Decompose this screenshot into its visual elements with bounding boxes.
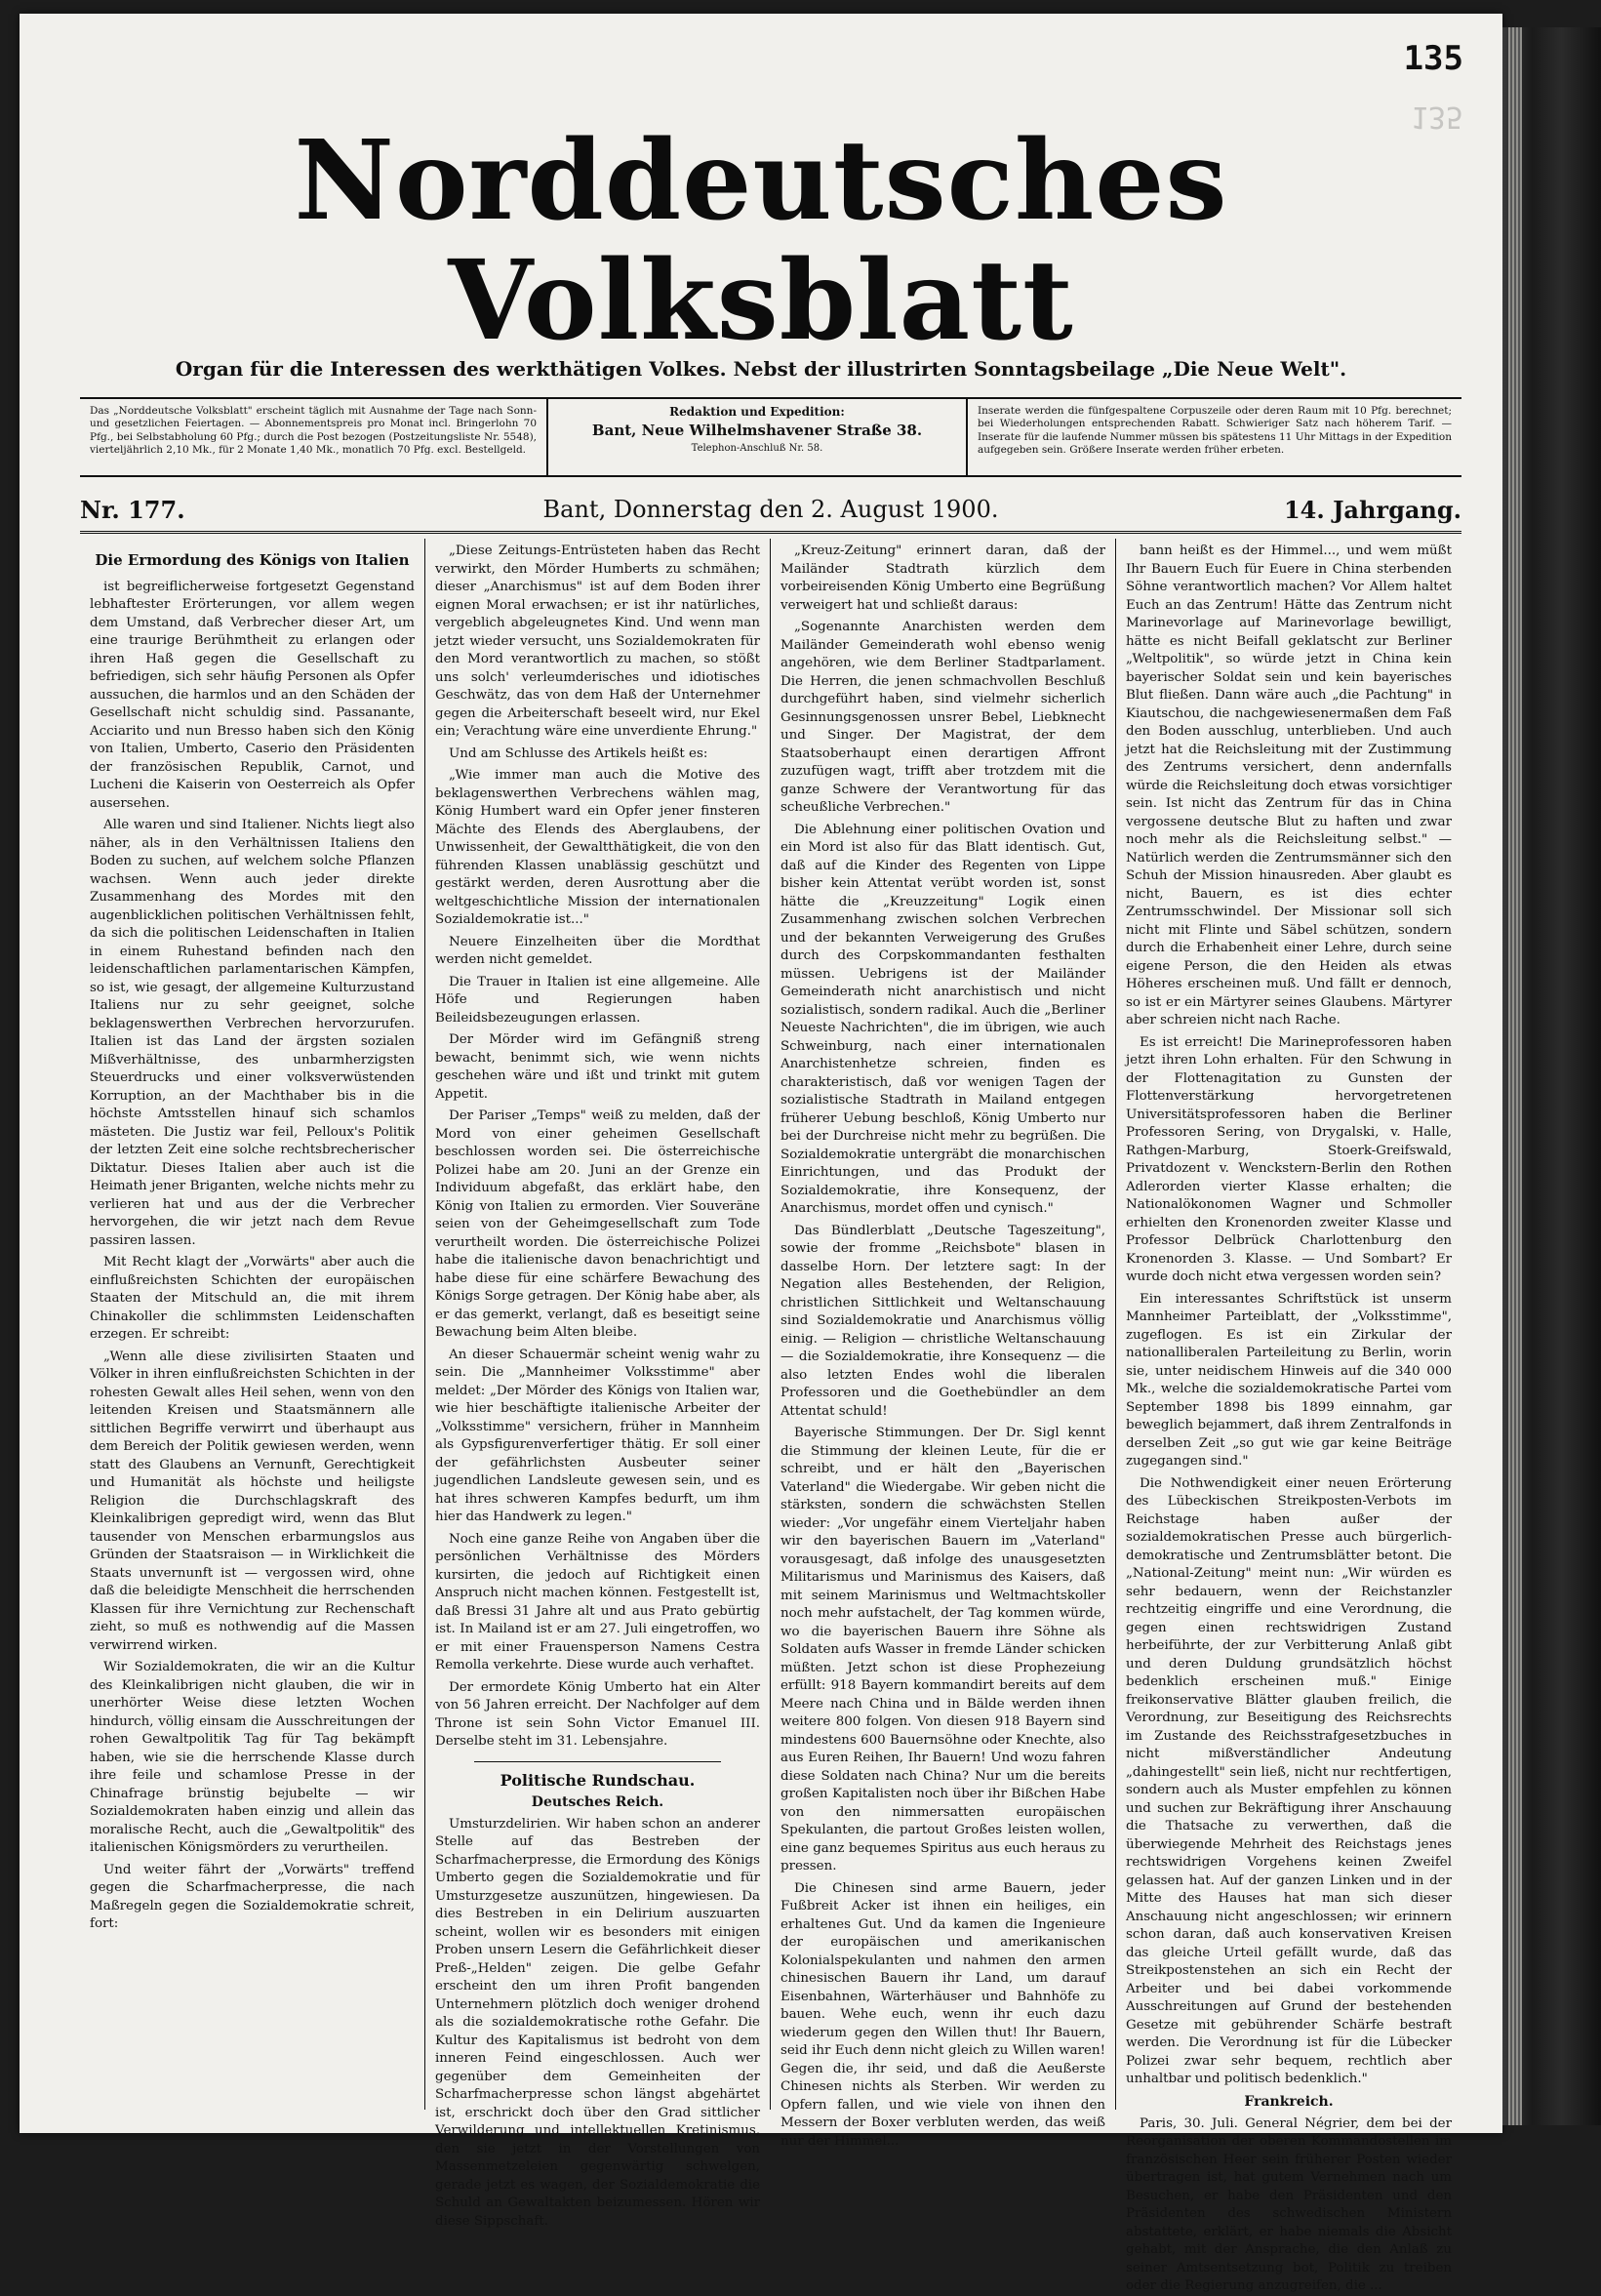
article-paragraph: Ein interessantes Schriftstück ist unserm Mannheimer Parteiblatt, der „Volksstimme", zugeflogen. Es ist ein Zirkular der nationalliberalen Parteileitung zu Berlin, worin sie, unter neidischem Hinweis auf die 340 000 Mk., welche die sozialdemokratische Partei vom September 1898 bis 1899 einnahm, gar beweglich bejammert, daß ihrem Zentralfonds in derselben Zeit „so gut wie gar keine Beiträge zugegangen sind." [1126,1291,1452,1469]
article-paragraph: „Diese Zeitungs-Entrüsteten haben das Recht verwirkt, den Mörder Humberts zu schmähen; dieser „Anarchismus" ist auf dem Boden ihrer eignen Moral erwachsen; er ist ihr natürliches, vergeblich abgeleugnetes Kind. Und wenn man jetzt wieder versucht, uns Sozialdemokraten für den Mord verantwortlich zu machen, so stößt uns solch' verleumderisches und idiotisches Geschwätz, das von dem Haß der Unternehmer gegen die Arbeiterschaft beseelt wird, nur Ekel ein; Verachtung wäre eine unverdiente Ehrung." [435,544,760,739]
editorial-label: Redaktion und Expedition: [669,405,845,419]
newspaper-page [20,14,1502,2294]
subsection-heading: Deutsches Reich. [531,1793,664,1810]
article-paragraph: Die Trauer in Italien ist eine allgemeine. Alle Höfe und Regierungen haben Beileidsbezeugungen erlassen. [435,974,760,1026]
section-heading: Politische Rundschau. [500,1770,696,1790]
article-paragraph: Paris, 30. Juli. General Négrier, dem bei der Reorganisation der oberen Kommandostellen im französischen Heer sein früherer Posten wieder übertragen ist, hat gutem Vernehmen nach um Besuchen, er habe den Präsidenten und den Präsidenten des schwedischen Ministern abstattete, erklärt, er habe niemals die Absicht gehabt, mit der Ansprache, die den Anlaß zu seiner Amtsentsetzung bot, Politik zu treiben oder die Regierung anzugreifen, die ... [1126,2115,1452,2294]
article-paragraph: bann heißt es der Himmel..., und wem müßt Ihr Bauern Euch für Euere in China sterbenden Söhne verantwortlich machen? Vor Allem haltet Euch an das Zentrum! Hätte das Zentrum nicht Marinevorlage auf Marinevorlage bewilligt, hätte es nicht Beifall geklatscht zur Berliner „Weltpolitik", so würde jetzt in China kein bayerischer Soldat sein und kein bayerisches Blut fließen. Dann wäre auch „die Pachtung" in Kiautschou, die nachgewiesenermaßen dem Faß den Boden ausschlug, unterblieben. Und auch jetzt hat die Reichsleitung mit der Zustimmung des Zentrums versichert, denn andernfalls würde die Reichsleitung doch etwas vorsichtiger sein. Ist nicht das Zentrum für das in China vergossene deutsche Blut zu haften und zwar noch mehr als die Reichsleitung selbst." — Natürlich werden die Zentrumsmänner sich den Schuh der Mission hinausreden. Aber glaubt es nicht, Bauern, es ist dies echter Zentrumsschwindel. Der Missionar soll sich nicht mit Flinte und Säbel schützen, sondern durch die Erhabenheit einer Lehre, durch seine eigene Person, die den Heiden als etwas Höheres erscheinen muß. Und fällt er dennoch, so ist er ein Märtyrer seines Glaubens. Märtyrer aber schreien nicht nach Rache. [1126,544,1452,1027]
volume-year: 14. Jahrgang. [1283,495,1461,524]
section-heading: Frankreich. [1244,2093,1334,2110]
article-paragraph: Mit Recht klagt der „Vorwärts" aber auch die einflußreichsten Schichten der europäischen Staaten der Mitschuld an, die mit ihrem Chinakoller die schlimmsten Leidenschaften erzegen. Er schreibt: [90,1255,415,1343]
article-paragraph: Und am Schlusse des Artikels heißt es: [449,745,708,761]
page-number-bleed-through: 135 [1410,100,1463,134]
editorial-phone: Telephon-Anschluß Nr. 58. [691,442,823,454]
section-divider [474,1761,721,1762]
editorial-address [548,399,968,475]
article-paragraph: „Sogenannte Anarchisten werden dem Mailänder Gemeinderath wohl ebenso wenig angehören, wie dem Berliner Stadtparlament. Die Herren, die jenen schmachvollen Beschluß durchgeführt haben, sind vielmehr sicherlich Gesinnungsgenossen unsrer Bebel, Liebknecht und Singer. Der Magistrat, der dem Staatsoberhaupt einen derartigen Affront zuzufügen wagt, trifft aber trotzdem mit die ganze Schwere der Verantwortung für das scheußliche Verbrechen." [780,620,1105,815]
subscription-info: Das „Norddeutsche Volksblatt" erscheint täglich mit Ausnahme der Tage nach Sonn- und gesetzlichen Feiertagen. — Abonnementspreis pro Monat incl. Bringerlohn 70 Pfg., bei Selbstabholung 60 Pfg.; durch die Post bezogen (Postzeitungsliste Nr. 5548), vierteljährlich 2,10 Mk., für 2 Monate 1,40 Mk., monatlich 70 Pfg. excl. Bestellgeld. [80,399,548,475]
info-bar [80,397,1461,477]
article-paragraph: Neuere Einzelheiten über die Mordthat werden nicht gemeldet. [435,934,760,967]
article-paragraph: Umsturzdelirien. Wir haben schon an anderer Stelle auf das Bestreben der Scharfmacherpresse, die Ermordung des Königs Umberto gegen die Sozialdemokratie und für Umsturzgesetze auszunützen, hingewiesen. Da dies Bestreben in ein Delirium auszuarten scheint, wollen wir es besonders mit einigen Proben unsern Lesern die Gefährlichkeit dieser Preß-„Helden" zeigen. Die gelbe Gefahr erscheint den um ihren Profit bangenden Unternehmern plötzlich doch weniger drohend als die sozialdemokratische rothe Gefahr. Die Kultur des Kapitalismus ist bedroht von dem inneren Feind eingeschlossen. Auch wer gegenüber dem Gemeinheiten der Scharfmacherpresse schon längst abgehärtet ist, erschrickt doch über den Grad sittlicher Verwilderung und intellektuellen Kretinismus, den sie jetzt in der Vorstellungen von Massenmetzeleien gegenwärtig schwelgen, gerade jetzt es wagen, der Sozialdemokratie die Schuld an Gewaltakten beizumessen. Hören wir diese Sippschaft. [435,1816,760,2229]
masthead-tagline: Organ für die Interessen des werkthätigen Volkes. Nebst der illustrirten Sonntagsbeilage „Die Neue Welt". [175,357,1347,381]
masthead-title: Norddeutsches Volksblatt [294,117,1228,366]
article-paragraph: Es ist erreicht! Die Marineprofessoren haben jetzt ihren Lohn erhalten. Für den Schwung in der Flottenagitation zu Gunsten der Flottenverstärkung hervorgetretenen Universitätsprofessoren haben die Berliner Professoren Sering, von Drygalski, v. Halle, Rathgen-Marburg, Stoerk-Greifswald, Privatdozent v. Wenckstern-Berlin den Rothen Adlerorden vierter Klasse erhalten; die Nationalökonomen Wagner und Schmoller erhielten den Kronenorden zweiter Klasse und Professor Delbrück Charlottenburg den Kronenorden 3. Klasse. — Und Sombart? Er wurde doch nicht etwa vergessen worden sein? [1126,1034,1452,1284]
editorial-street: Bant, Neue Wilhelmshavener Straße 38. [591,422,923,440]
article-paragraph: Bayerische Stimmungen. Der Dr. Sigl kennt die Stimmung der kleinen Leute, für die er schreibt, und er hält den „Bayerischen Vaterland" die Wiedergabe. Wir geben nicht die stärksten, sondern die schwächsten Stellen wieder: „Vor ungefähr einem Vierteljahr haben wir den bayerischen Bauern im „Vaterland" vorausgesagt, daß infolge des unausgesetzten Militarismus und Marinismus des Kaisers, daß mit seinem Marinismus und Weltmachtskoller noch mehr aufstachelt, der Tag kommen würde, wo die bayerischen Bauern ihre Söhne als Soldaten aufs Wasser in fremde Länder schicken müßten. Jetzt schon ist diese Prophezeiung erfüllt: 918 Bayern kommandirt bereits auf dem Meere nach China und in Bälde werden ihnen weitere 800 folgen. Von diesen 918 Bayern sind mindestens 600 Bauernsöhne oder Knechte, also aus Euren Reihen, Ihr Bauern! Und wozu fahren diese Soldaten nach China? Nur um die bereits großen Kapitalisten noch über ihr Bißchen Habe von den nimmersatten europäischen Spekulanten, die partout Großes leisten wollen, eine ganz bequemes Spiritus aus euch heraus zu pressen. [780,1426,1105,1873]
article-paragraph: Alle waren und sind Italiener. Nichts liegt also näher, als in den Verhältnissen Italiens den Boden zu suchen, auf welchem solche Pflanzen wachsen. Wenn auch jeder direkte Zusammenhang des Mordes mit den augenblicklichen politischen Verhältnissen fehlt, da sich die politischen Leidenschaften in Italien in einem Ruhestand befinden nach den leidenschaftlichen parlamentarischen Kämpfen, so ist, wie gesagt, der allgemeine Kulturzustand Italiens nur zu sehr geeignet, solche beklagenswerthen Verbrechen hervorzurufen. Italien ist das Land der ärgsten sozialen Mißverhältnisse, des unbarmherzigsten Steuerdrucks und einer volksverwüstenden Korruption, an der Machthaber bis in die höchste Amtsstellen hinauf sich schamlos mästeten. Die Justiz war feil, Pelloux's Politik der letzten Zeit eine solche rechtsbrecherischer Diktatur. Dieses Italien aber auch ist die Heimath jener Briganten, welche nichts mehr zu verlieren hat und aus der die Verbrecher hervorgehen, die wir jetzt nach dem Revue passiren lassen. [90,818,415,1248]
article-paragraph: Die Ablehnung einer politischen Ovation und ein Mord ist also für das Blatt identisch. Gut, daß auf die Kinder des Regenten von Lippe bisher kein Attentat verübt worden ist, sonst hätte die „Kreuzzeitung" Logik einen Zusammenhang zwischen solchen Verbrechen und der bekannten Verweigerung des Grußes durch des Corpskommandanten festhalten müssen. Uebrigens ist der Mailänder Gemeinderath nicht anarchistisch und nicht sozialistisch, sondern radikal. Auch die „Berliner Neueste Nachrichten", die im übrigen, wie auch Schweinburg, nach einer internationalen Anarchistenhetze schreien, finden es charakteristisch, daß vor wenigen Tagen der sozialistische Stadtrath in Mailand entgegen früherer Uebung beschloß, König Umberto nur bei der Durchreise nicht mehr zu begrüßen. Die Sozialdemokratie untergräbt die monarchischen Einrichtungen, und das Produkt der Sozialdemokratie, ihre Konsequenz, der Anarchismus, mordet offen und cynisch." [780,822,1105,1216]
column-3 [771,539,1116,2149]
article-columns [80,539,1461,2294]
column-4 [1116,539,1461,2294]
article-paragraph: „Wenn alle diese zivilisirten Staaten und Völker in ihren einflußreichsten Schichten in der rohesten Gewalt alles Heil sehen, wenn von den leitenden Kreisen und Staatsmännern alle sittlichen Begriffe verwirrt und überhaupt aus dem Bereich der Politik gewiesen werden, wenn statt des Glaubens an Vernunft, Gerechtigkeit und Humanität als höchste und heiligste Religion die Durchschlagskraft des Kleinkalibrigen gepredigt wird, wenn das Blut tausender von Menschen erbarmungslos aus Gründen der Staatsraison — in Wirklichkeit die Staats unvernunft ist — vergossen wird, ohne daß die beleidigte Menschheit die herrschenden Klassen für ihre Vernichtung zur Rechenschaft zieht, so muß es nothwendig auf die Massen verwirrend wirken. [90,1349,415,1653]
page-number: 135 [1403,39,1463,78]
article-paragraph: Wir Sozialdemokraten, die wir an die Kultur des Kleinkalibrigen nicht glauben, die wir in unerhörter Weise diese letzten Wochen hindurch, völlig einsam die Ausschreitungen der rohen Gewaltpolitik Tag für Tag bekämpft haben, wie sie die herrschende Klasse durch ihre feile und schamlose Presse in der Chinafrage brünstig bejubelte — wir Sozialdemokraten haben einzig und allein das moralische Recht, auch die „Gewaltpolitik" des italienischen Königsmörders zu verurtheilen. [90,1660,415,1856]
article-paragraph: Der Pariser „Temps" weiß zu melden, daß der Mord von einer geheimen Gesellschaft beschlossen worden sei. Die österreichische Polizei habe am 20. Juni an der Grenze ein Individuum abgefaßt, das erklärt habe, den König von Italien zu ermorden. Vier Souveräne seien von der Geheimgesellschaft zum Tode verurtheilt worden. Die österreichische Polizei habe die italienische davon benachrichtigt und habe diese für eine schärfere Bewachung des Königs Sorge getragen. Der König habe aber, als er das gemerkt, verlangt, daß es beseitigt seine Bewachung beim Alten bleibe. [435,1108,760,1340]
article-headline: Die Ermordung des Königs von Italien [95,551,410,569]
article-paragraph: Noch eine ganze Reihe von Angaben über die persönlichen Verhältnisse des Mörders kursirten, die jedoch auf Richtigkeit einen Anspruch nicht machen können. Festgestellt ist, daß Bressi 31 Jahre alt und aus Prato gebürtig ist. In Mailand ist er am 27. Juli eingetroffen, wo er mit einer Frauensperson Namens Cestra Remolla verkehrte. Diese wurde auch verhaftet. [435,1531,760,1672]
book-binding-edge [1502,27,1601,2125]
article-paragraph: „Wie immer man auch die Motive des beklagenswerthen Verbrechens wählen mag, König Humbert ward ein Opfer jener finsteren Mächte des Elends des Aberglaubens, der Unwissenheit, der Gewaltthätigkeit, die von den führenden Klassen unablässig geschützt und gestärkt werden, deren Ausrottung aber die weltgeschichtliche Mission der internationalen Sozialdemokratie ist..." [435,768,760,927]
article-paragraph: „Kreuz-Zeitung" erinnert daran, daß der Mailänder Stadtrath kürzlich dem vorbeireisenden König Umberto eine Begrüßung verweigert hat und schließt daraus: [780,544,1105,613]
issue-number: Nr. 177. [80,495,185,524]
advertising-info: Inserate werden die fünfgespaltene Corpuszeile oder deren Raum mit 10 Pfg. berechnet; bei Wiederholungen entsprechenden Rabatt. Schwieriger Satz nach höherem Tarif. — Inserate für die laufende Nummer müssen bis spätestens 11 Uhr Mittags in der Expedition aufgegeben sein. Größere Inserate werden früher erbeten. [978,405,1452,457]
column-1 [80,539,425,2110]
dateline [80,488,1461,534]
column-2 [425,539,771,2229]
article-paragraph: An dieser Schauermär scheint wenig wahr zu sein. Die „Mannheimer Volksstimme" aber meldet: „Der Mörder des Königs von Italien war, wie hier beschäftigte italienische Arbeiter der „Volksstimme" versichern, früher in Mannheim als Gypsfigurenverfertiger thätig. Er soll einer der gefährlichsten Ausbeuter seiner jugendlichen Landsleute gewesen sein, und es hat ihres schweren Kampfes bedurft, um ihm hier das Handwerk zu legen." [435,1347,760,1524]
article-paragraph: Die Nothwendigkeit einer neuen Erörterung des Lübeckischen Streikposten-Verbots im Reichstage haben außer der sozialdemokratischen Presse auch bürgerlich-demokratische und Zentrumsblätter betont. Die „National-Zeitung" meint nun: „Wir würden es sehr bedauern, wenn der Reichstanzler rechtzeitig eingriffe und eine Verordnung, die gegen einen rechtswidrigen Zustand herbeiführte, der zur Verbitterung Anlaß gibt und deren Duldung grundsätzlich höchst bedenklich erscheinen muß." Einige freikonservative Blätter glauben freilich, die Verordnung, zur Beseitigung des Reichsrechts im Zustande des Reichsstrafgesetzbuches in nicht mißverständlicher Andeutung „dahingestellt" sein ließ, nicht nur rechtfertigen, sondern auch als Muster empfehlen zu können und suchen zur Bekräftigung ihrer Anschauung die Thatsache zu verwerthen, daß die überwiegende Mehrheit des Reichstags jenes rechtswidrigen Vorgehens keinen Zweifel gelassen hat. Auf der ganzen Linken und in der Mitte des Hauses hat man sich dieser Anschauung nicht angeschlossen; wir erinnern schon daran, daß auch konservativen Kreisen das gleiche Urteil gefällt wurde, daß das Streikpostenstehen an sich ein Recht der Arbeiter und bei dabei vorkommende Ausschreitungen auf Grund der bestehenden Gesetze mit gebührender Schärfe bestraft werden. Die Verordnung ist für die Lübecker Polizei zwar sehr bequem, rechtlich aber unhaltbar und politisch bedenklich." [1126,1475,1452,2086]
article-paragraph: Der ermordete König Umberto hat ein Alter von 56 Jahren erreicht. Der Nachfolger auf dem Throne ist sein Sohn Victor Emanuel III. Derselbe steht im 31. Lebensjahre. [435,1679,760,1749]
issue-date: Bant, Donnerstag den 2. August 1900. [542,496,999,523]
article-paragraph: Und weiter fährt der „Vorwärts" treffend gegen die Scharfmacherpresse, die nach Maßregeln gegen die Sozialdemokratie schreit, fort: [90,1862,415,1932]
article-paragraph: Der Mörder wird im Gefängniß streng bewacht, benimmt sich, wie wenn nichts geschehen wäre und ißt und trinkt mit gutem Appetit. [435,1032,760,1102]
article-paragraph: Das Bündlerblatt „Deutsche Tageszeitung", sowie der fromme „Reichsbote" blasen in dasselbe Horn. Der letztere sagt: In der Negation alles Bestehenden, der Religion, christlichen Sittlichkeit und Weltanschauung sind Sozialdemokratie und Anarchismus völlig einig. — Religion — christliche Weltanschauung — die Sozialdemokratie, ihre Konsequenz — die also letzten Endes wohl die liberalen Professoren und die Goethebündler an dem Attentat schuld! [780,1223,1105,1419]
article-paragraph: ist begreiflicherweise fortgesetzt Gegenstand lebhaftester Erörterungen, vor allem wegen dem Umstand, daß Verbrecher dieser Art, um eine traurige Berühmtheit zu erlangen oder ihren Haß gegen die Gesellschaft zu befriedigen, sich sehr häufig Personen als Opfer aussuchen, die harmlos und an den Schäden der Gesellschaft nicht schuldig sind. Passanante, Acciarito und nun Bresso haben sich den König von Italien, Umberto, Caserio den Präsidenten der französischen Republik, Carnot, und Lucheni die Kaiserin von Oesterreich als Opfer ausersehen. [90,579,415,811]
article-paragraph: Die Chinesen sind arme Bauern, jeder Fußbreit Acker ist ihnen ein heiliges, ein erhaltenes Gut. Und da kamen die Ingenieure der europäischen und amerikanischen Kolonialspekulanten und nahmen den armen chinesischen Bauern ihr Land, um darauf Eisenbahnen, Wärterhäuser und Bahnhöfe zu bauen. Wehe euch, wenn ihr euch dazu wiederum gegen den Willen thut! Ihr Bauern, seid ihr Euch denn nicht gleich zu Willen waren! Gegen die, ihr seid, und daß die Aeußerste Chinesen nichts als Sterben. Wir werden zu Opfern fallen, und wie viele von ihnen den Messern der Boxer verbluten werden, das weiß nur der Himmel... [780,1880,1105,2149]
